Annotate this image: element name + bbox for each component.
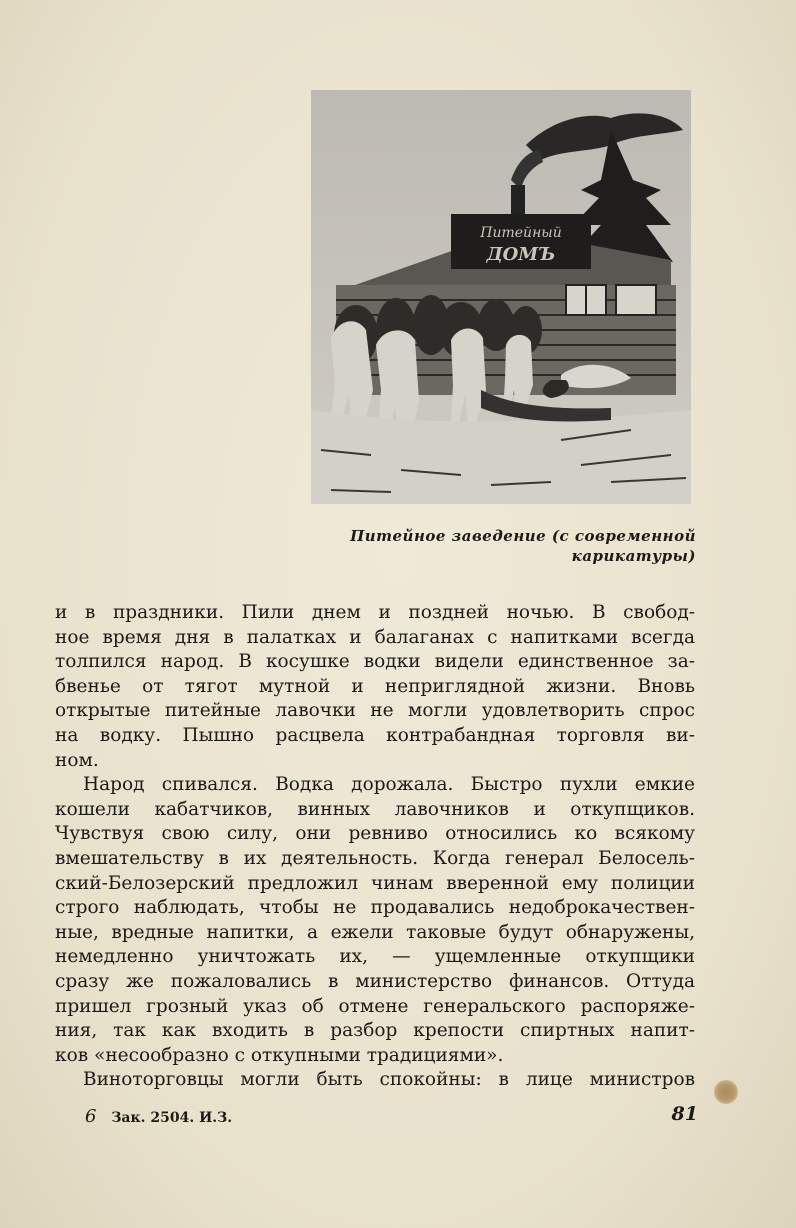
paper-stain: [714, 1080, 738, 1104]
text-line: ные, вредные напитки, а ежели таковые будут обнаружены,: [55, 921, 695, 943]
text-line: кошели кабатчиков, винных лавочников и откупщиков.: [55, 798, 695, 820]
text-line: ния, так как входить в разбор крепости спиртных напит-: [55, 1020, 695, 1042]
text-line: Народ спивался. Водка дорожала. Быстро пухли емкие: [83, 774, 695, 796]
sign-text-bottom: ДОМЪ: [486, 244, 556, 265]
text-line: вмешательству в их деятельность. Когда генерал Белосель-: [55, 847, 695, 869]
text-line: ное время дня в палатках и балаганах с напитками всегда: [55, 626, 695, 648]
text-line: сразу же пожаловались в министерство финансов. Оттуда: [55, 970, 695, 992]
text-line: и в праздники. Пили днем и поздней ночью. В свобод-: [55, 602, 695, 623]
text-line: пришел грозный указ об отмене генеральского распоряже-: [55, 995, 695, 1017]
text-line: открытые питейные лавочки не могли удовлетворить спрос: [55, 700, 695, 722]
text-line: бвенье от тягот мутной и неприглядной жизни. Вновь: [55, 675, 695, 697]
sign-text-top: Питейный: [480, 225, 562, 241]
text-line: строго наблюдать, чтобы не продавались недоброкачествен-: [55, 897, 695, 919]
paragraph: [55, 773, 695, 1068]
illustration-caption: [300, 526, 696, 566]
text-line: ков «несообразно с откупными традициями».: [55, 1044, 504, 1066]
caption-line: Питейное заведение (с современной: [350, 527, 696, 545]
order-number: Зак. 2504. И.З.: [111, 1110, 233, 1126]
text-line: Виноторговцы могли быть спокойны: в лице министров: [83, 1069, 695, 1091]
text-line: немедленно уничтожать их, — ущемленные откупщики: [55, 946, 695, 968]
paragraph: [55, 601, 695, 773]
page-number: 81: [671, 1103, 698, 1125]
paragraph: [55, 1068, 695, 1093]
text-line: толпился народ. В косушке водки видели единственное за-: [55, 651, 695, 673]
body-text: [55, 601, 695, 1093]
text-line: ский-Белозерский предложил чинам вверенной ему полиции: [55, 872, 695, 894]
caption-line: карикатуры): [571, 547, 696, 565]
text-line: на водку. Пышно расцвела контрабандная торговля ви-: [55, 724, 695, 746]
signature-number: 6: [85, 1106, 97, 1127]
text-line: Чувствуя свою силу, они ревниво относились ко всякому: [55, 823, 695, 845]
tavern-drawing: [311, 90, 691, 504]
text-line: ном.: [55, 749, 99, 771]
tavern-illustration: [311, 90, 691, 504]
printing-info: [85, 1106, 232, 1127]
